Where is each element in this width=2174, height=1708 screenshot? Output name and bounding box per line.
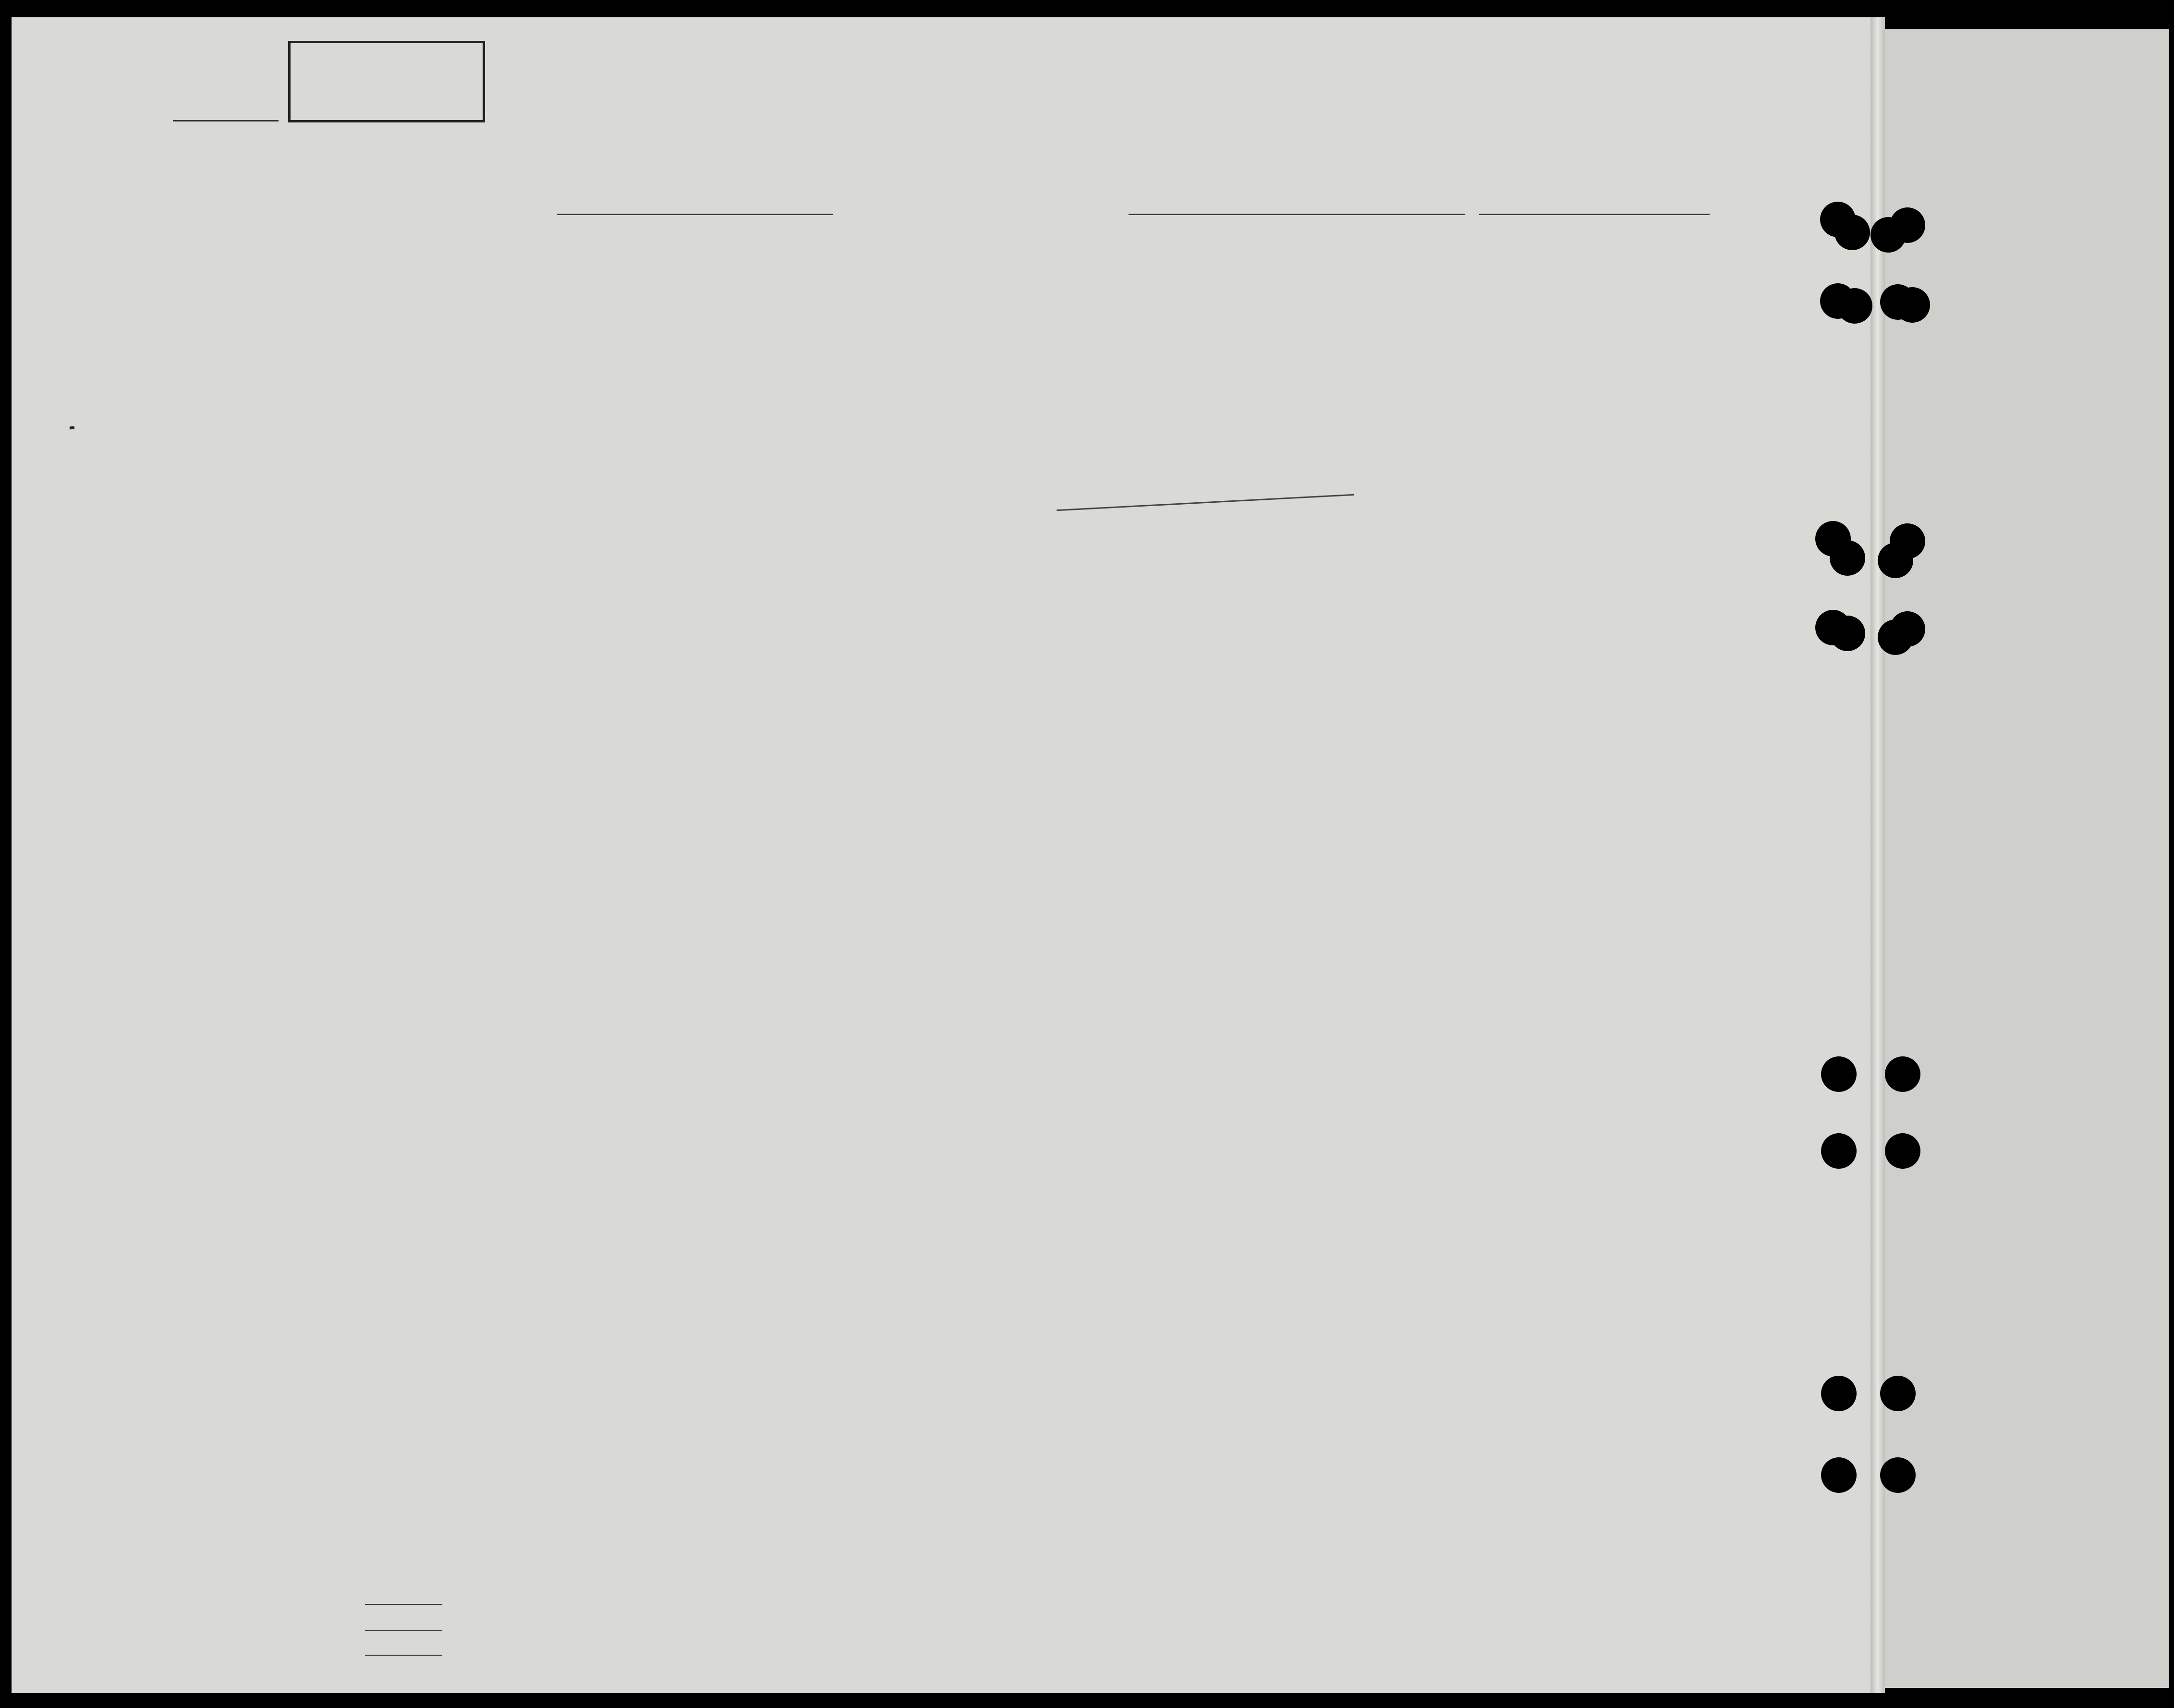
punch-hole [1895,287,1930,323]
punch-hole [1821,1457,1857,1493]
punch-hole [1830,616,1865,651]
punch-hole [1821,1133,1857,1169]
punch-hole [1878,619,1913,655]
punch-hole [1880,1457,1916,1493]
punch-hole [1870,217,1906,253]
punch-hole [1830,540,1865,576]
manifest-sheet [12,17,1880,1693]
date-underline [1479,214,1710,215]
aliens-line [365,1655,442,1656]
sheet-fold [1870,17,1885,1693]
punch-hole [1837,288,1872,324]
form-number-stamp [288,41,485,122]
deported-stamp [70,426,74,430]
ship-underline [557,214,833,215]
punch-hole [1885,1133,1920,1169]
citizens-line [365,1630,442,1631]
punch-hole [1885,1056,1920,1092]
list-underline [173,120,279,121]
total-line [365,1604,442,1605]
punch-hole [1878,543,1913,578]
punch-hole [1880,1376,1916,1411]
right-sheet [1880,29,2169,1688]
punch-hole [1821,1376,1857,1411]
punch-hole [1834,215,1870,250]
punch-hole [1821,1056,1857,1092]
sailing-underline [1129,214,1465,215]
